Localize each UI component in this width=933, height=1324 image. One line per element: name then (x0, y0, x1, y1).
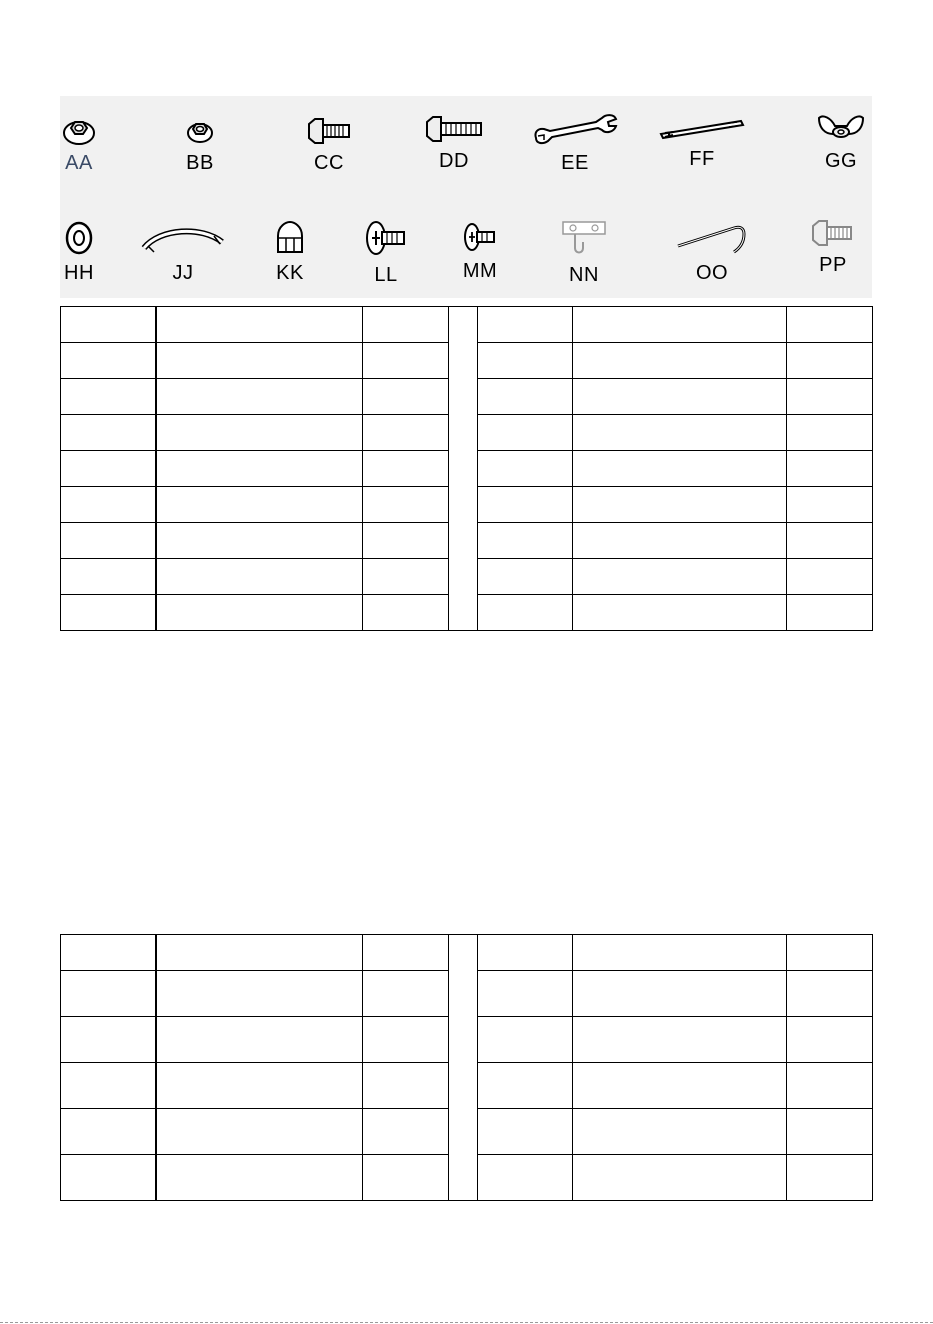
washer-icon (62, 220, 96, 256)
part-label-cc: CC (314, 152, 344, 174)
axle-rod-icon (657, 116, 747, 142)
part-ee (520, 110, 630, 175)
part-label-ll: LL (374, 264, 398, 286)
part-label-pp: PP (819, 254, 847, 276)
bracket-plate-icon (559, 218, 609, 258)
part-hh (24, 220, 134, 285)
part-oo (657, 220, 767, 285)
part-mm (425, 220, 535, 283)
part-cc (274, 116, 384, 175)
parts-table-1 (60, 306, 873, 631)
part-aa (24, 116, 134, 175)
part-label-ee: EE (561, 152, 589, 174)
page-bottom-rule (0, 1322, 933, 1323)
flange-nut-icon (62, 116, 96, 146)
hardware-panel (60, 96, 872, 298)
part-label-bb: BB (186, 152, 214, 174)
part-jj (128, 224, 238, 285)
part-label-jj: JJ (172, 262, 194, 284)
part-label-gg: GG (824, 150, 858, 172)
part-ff (647, 116, 757, 171)
part-pp (778, 218, 888, 277)
wing-nut-icon (813, 112, 869, 144)
part-dd (399, 114, 509, 173)
part-label-dd: DD (439, 150, 469, 172)
hook-key-icon (674, 220, 750, 256)
curved-pin-icon (140, 224, 226, 256)
wrench-icon (532, 110, 618, 146)
part-label-kk: KK (276, 262, 304, 284)
part-label-nn: NN (569, 264, 599, 286)
part-label-ff: FF (689, 148, 715, 170)
part-label-hh: HH (64, 262, 94, 284)
part-label-aa: AA (65, 152, 93, 174)
small-phillips-screw-icon (462, 220, 498, 254)
part-bb (145, 118, 255, 175)
parts-table-2 (60, 934, 873, 1201)
table-row (61, 935, 873, 971)
short-bolt-icon (306, 116, 352, 146)
phillips-screw-icon (364, 218, 408, 258)
table-row (61, 307, 873, 343)
part-nn (529, 218, 639, 287)
part-label-mm: MM (462, 260, 498, 282)
long-bolt-icon (424, 114, 484, 144)
hex-bolt-icon (810, 218, 856, 248)
part-gg (786, 112, 896, 173)
cap-nut-icon (272, 220, 308, 256)
part-kk (235, 220, 345, 285)
part-label-oo: OO (695, 262, 729, 284)
small-nut-icon (185, 118, 215, 146)
